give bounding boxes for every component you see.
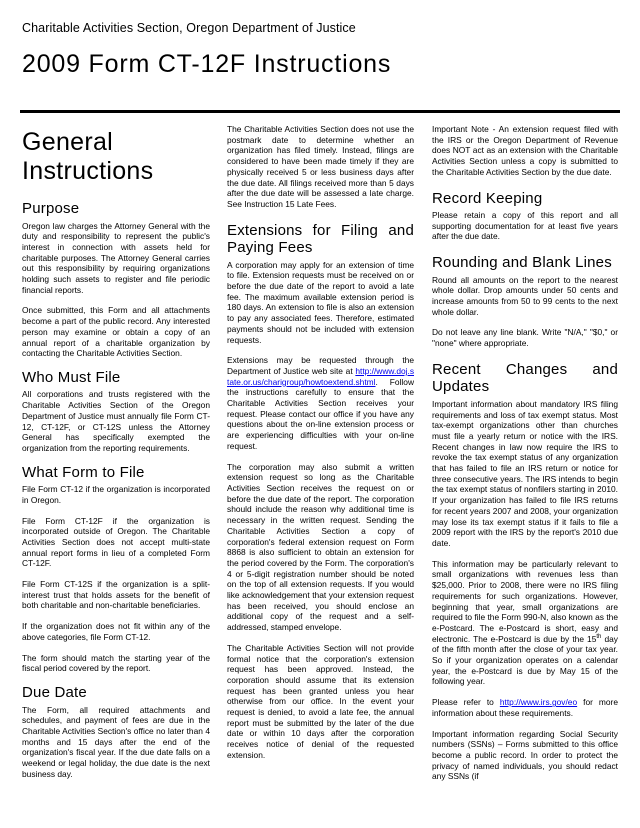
what-form-paragraph-3: File Form CT-12S if the organization is a split-interest trust that holds assets for the benefit of both charitable and non-charitable beneficiaries. [22, 579, 210, 611]
extensions-paragraph-2 [227, 355, 414, 451]
rounding-paragraph-2: Do not leave any line blank. Write "N/A," "$0," or "none" where appropriate. [432, 327, 618, 349]
who-must-file-paragraph: All corporations and trusts registered with the Charitable Activities Section of the Oregon Department of Justice must annually file Form CT-12, CT-12F, or CT-12S unless the Attorney General has specifically exempted the organization from the reporting requirements. [22, 389, 210, 453]
rounding-paragraph-1: Round all amounts on the report to the nearest whole dollar. Drop amounts under 50 cents and increase amounts from 50 to 99 cents to the next whole dollar. [432, 274, 618, 317]
extensions-text-cont: . Follow the instructions carefully to ensure that the Charitable Activities Section receives your request. Please contact our office if you have any questions about the on-line extension process or are experiencing difficulties with your on-line request. [227, 376, 414, 451]
what-form-paragraph-4: If the organization does not fit within any of the above categories, file Form CT-12. [22, 621, 210, 642]
irs-refer-text: Please refer to [432, 697, 500, 708]
important-note-paragraph: Important Note - An extension request filed with the IRS or the Oregon Department of Revenue does NOT act as an extension with the Charitable Activities Section unless a copy is submitted to the Charitable Activities Section by the due date. [432, 124, 618, 177]
extensions-paragraph-3: The corporation may also submit a written extension request so long as the Charitable Activities Section receives the request on or before the due date of the report. The corporation should include the reason why additional time is necessary in the written request. Sending the Charitable Activities Section a copy of corporation's federal extension request on Form 8868 is also sufficient to obtain an extension for the period covered by the Form. The corporation's 4 or 5-digit registration number should be noted on the top of all extension requests. If you would like acknowledgement that your extension request has been received, you should enclose an additional copy of the request and a self-addressed, stamped envelope. [227, 461, 414, 633]
purpose-paragraph-2: Once submitted, this Form and all attachments become a part of the public record. Any interested person may examine or obtain a copy of an annual report of a charitable organization by contacting the Charitable Activities Section. [22, 305, 210, 359]
recent-changes-text: This information may be particularly relevant to small organizations with revenues less than $25,000. Prior to 2008, there were no IRS filing requirements for such organizations. However, beginning that year, small organizations are required to file the Form 990-N, also known as the e-Postcard. The e-Postcard is short, easy and electronic. The e-Postcard is due by the 15 [432, 558, 618, 644]
extensions-heading: Extensions for Filing and Paying Fees [227, 221, 414, 257]
what-form-heading: What Form to File [22, 463, 145, 481]
general-instructions-heading: General Instructions [22, 128, 154, 185]
title-divider [20, 110, 620, 113]
purpose-paragraph-1: Oregon law charges the Attorney General with the duty and responsibility to represent the public's interest in connection with assets held for charitable purposes. The Attorney General carries out this responsibility by requiring organizations holding such assets to register and file periodic financial reports. [22, 220, 210, 295]
record-keeping-paragraph: Please retain a copy of this report and all supporting documentation for at least five years after the due date. [432, 210, 618, 242]
recent-changes-heading: Recent Changes and Updates [432, 360, 618, 396]
recent-changes-paragraph-4: Important information regarding Social Security numbers (SSNs) – Forms submitted to this office become a public record. In order to protect the privacy of named individuals, you should redact any SSNs (if [432, 728, 618, 782]
recent-changes-paragraph-1: Important information about mandatory IRS filing requirements and loss of tax exempt status. Most tax-exempt organizations other than churches must file a yearly return or notice with the IRS. Recent changes in law now require the IRS to revoke the tax exempt status of any organization that has failed to file an IRS return or notice for three consecutive years. The IRS intends to begin the tax exempt status of nonfilers starting in 2010. If your organization has failed to file IRS returns for recent years 2007 and 2008, your organization may lose its tax exempt status if it fails to file a 2009 report with the IRS by the report's 2010 due date. [432, 398, 618, 548]
extensions-paragraph-1: A corporation may apply for an extension of time to file. Extension requests must be received on or before the due date of the report to avoid a late fee. The maximum available extension period is 180 days. An extension to file is also an extension to pay any associated fees. Therefore, estimated payments should not be included with extension requests. [227, 259, 414, 345]
column-1 [22, 124, 210, 824]
extensions-text: Extensions may be requested through the Department of Justice web site at [227, 355, 414, 376]
what-form-paragraph-5: The form should match the starting year of the fiscal period covered by the report. [22, 652, 210, 674]
page-title: 2009 Form CT-12F Instructions [22, 50, 392, 78]
purpose-heading: Purpose [22, 200, 80, 217]
recent-changes-paragraph-3 [432, 697, 618, 718]
irs-refer-text-cont: for more information about these requirements. [432, 697, 618, 718]
ordinal-superscript: th [596, 633, 602, 640]
extension-link[interactable]: http://www.doj.state.or.us/charigroup/howtoextend.shtml [227, 365, 414, 387]
who-must-file-heading: Who Must File [22, 368, 121, 386]
due-date-heading: Due Date [22, 684, 87, 701]
recent-changes-paragraph-2 [432, 559, 618, 687]
what-form-paragraph-2: File Form CT-12F if the organization is incorporated outside of Oregon. The Charitable Activities Section does not accept multi-state annual report forms in lieu of a completed Form CT-12F. [22, 515, 210, 569]
extensions-paragraph-4: The Charitable Activities Section will not provide formal notice that the corporation's extension request has been approved. Instead, the corporation should assume that its extension request has been granted unless you hear otherwise from our office. In the event your request is denied, to avoid a late fee, the annual report must be submitted by the later of the due date or within 10 days after the corporation receives notice of denial of the requested extension. [227, 642, 414, 760]
column-3 [432, 124, 618, 824]
what-form-paragraph-1: File Form CT-12 if the organization is incorporated in Oregon. [22, 484, 210, 505]
irs-link[interactable]: http://www.irs.gov/eo [499, 697, 578, 708]
due-date-paragraph: The Form, all required attachments and schedules, and payment of fees are due in the Charitable Activities Section's office no later than 4 months and 15 days after the end of the organization's fiscal year. If the due date falls on a weekend or legal holiday, the due date is the next business day. [22, 704, 210, 779]
record-keeping-heading: Record Keeping [432, 189, 543, 207]
rounding-heading: Rounding and Blank Lines [432, 254, 612, 272]
timeliness-paragraph: The Charitable Activities Section does not use the postmark date to determine whether an organization has filed timely. Instead, filings are considered to have been made timely if they are physically received 5 or less business days after the due date. All filings received more than 5 days after the due date will be assessed a late charge. See Instruction 15 Late Fees. [227, 124, 414, 209]
agency-header: Charitable Activities Section, Oregon Department of Justice [22, 21, 356, 35]
column-2 [227, 124, 414, 824]
recent-changes-text-cont: day of the fifth month after the close of your tax year. So if your organization operates on a calendar year, the e-Postcard is due by May 15 of the following year. [432, 633, 618, 687]
